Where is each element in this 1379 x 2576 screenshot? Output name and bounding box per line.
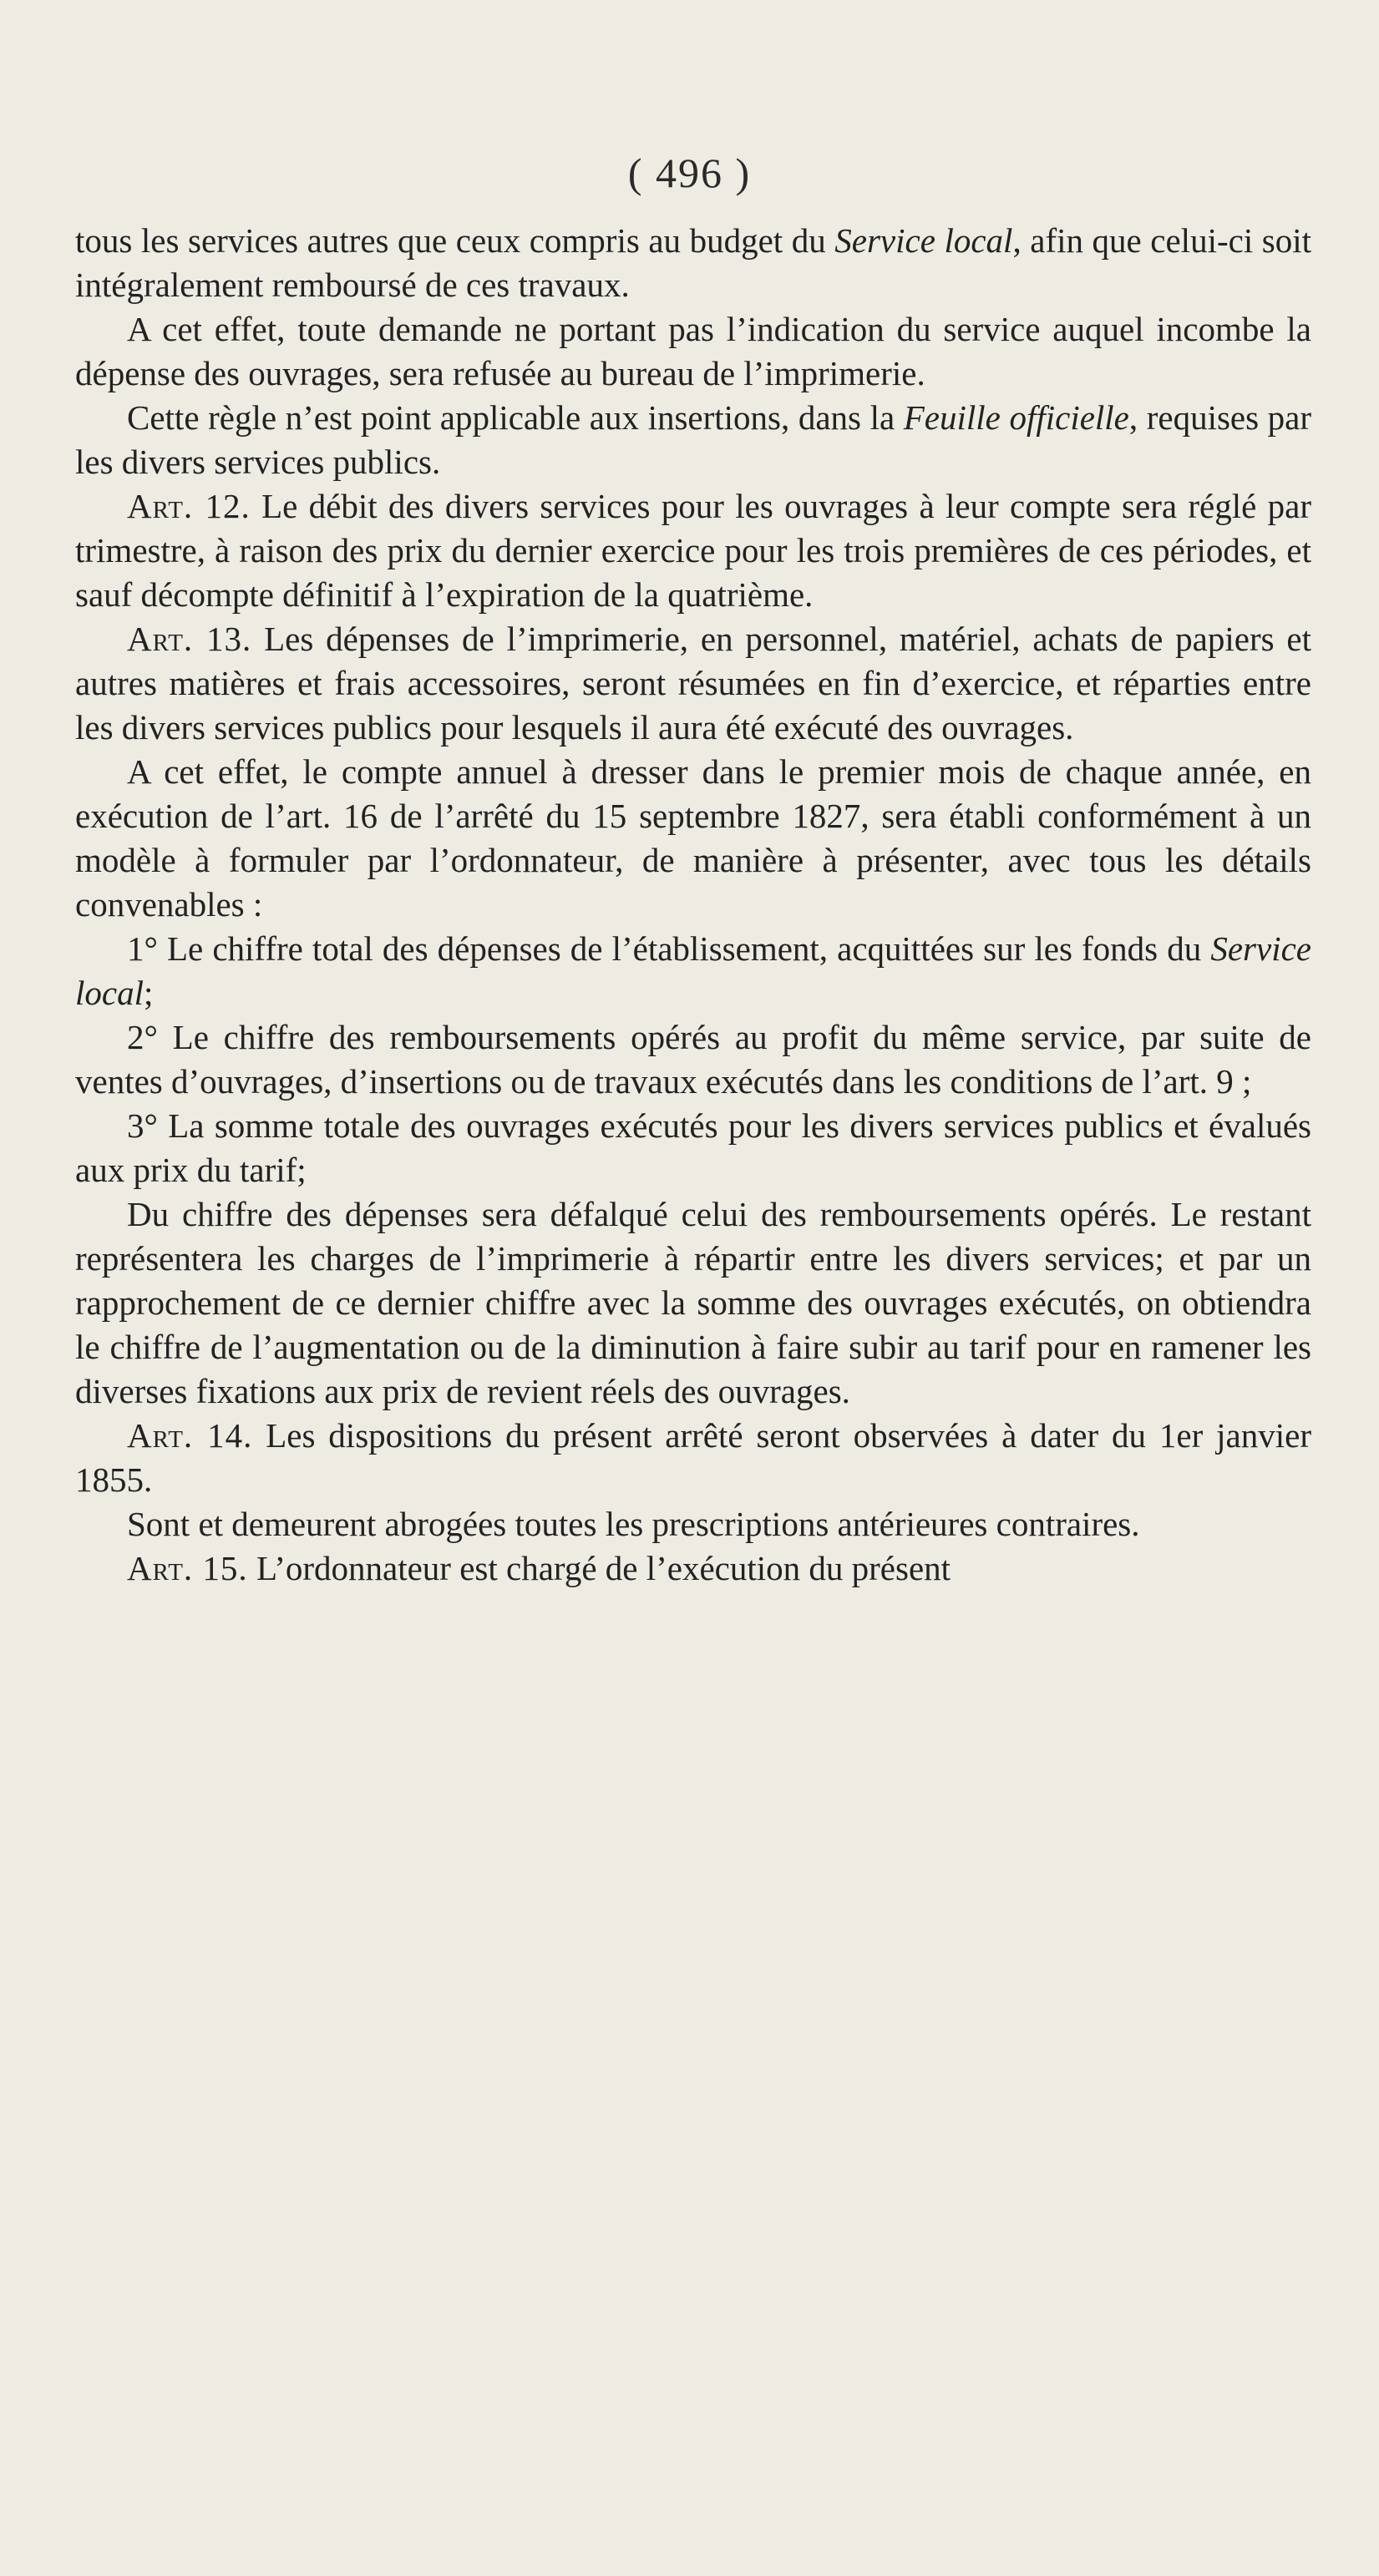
article-paragraph: Art. 14. Les dispositions du présent arrêté seront observées à dater du 1er janvier 1855. <box>75 1416 1311 1499</box>
paragraph: A cet effet, le compte annuel à dresser dans le premier mois de chaque année, en exécution de l’art. 16 de l’arrêté du 15 septembre 1827, sera établi conformément à un modèle à formuler par l’ordonnateur, de manière à présenter, avec tous les détails convenables : <box>75 752 1311 924</box>
body-text <box>75 219 1311 1591</box>
article-label: Art. 15. <box>127 1549 248 1587</box>
paragraph: A cet effet, toute demande ne portant pas l’indication du service auquel incombe la dépense des ouvrages, sera refusée au bureau de l’imprimerie. <box>75 310 1311 392</box>
paragraph: tous les services autres que ceux compris au budget du Service local, afin que celui-ci soit intégralement remboursé de ces travaux. <box>75 221 1311 304</box>
article-label: Art. 12. <box>127 487 251 525</box>
article-paragraph: Art. 15. L’ordonnateur est chargé de l’exécution du présent <box>127 1549 951 1587</box>
article-paragraph: Art. 12. Le débit des divers services pour les ouvrages à leur compte sera réglé par trimestre, à raison des prix du dernier exercice pour les trois premières de ces périodes, et sauf décompte définitif à l’expiration de la quatrième. <box>75 487 1311 614</box>
list-item: 2° Le chiffre des remboursements opérés au profit du même service, par suite de ventes d’ouvrages, d’insertions ou de travaux exécutés dans les conditions de l’art. 9 ; <box>75 1018 1311 1101</box>
article-label: Art. 13. <box>127 620 252 658</box>
article-label: Art. 14. <box>127 1416 253 1455</box>
list-item: 3° La somme totale des ouvrages exécutés pour les divers services publics et évalués aux prix du tarif; <box>75 1106 1311 1189</box>
list-item: 1° Le chiffre total des dépenses de l’établissement, acquittées sur les fonds du Service local; <box>75 929 1311 1012</box>
paragraph: Du chiffre des dépenses sera défalqué celui des remboursements opérés. Le restant représentera les charges de l’imprimerie à répartir entre les divers services; et par un rapprochement de ce dernier chiffre avec la somme des ouvrages exécutés, on obtiendra le chiffre de l’augmentation ou de la diminution à faire subir au tarif pour en ramener les diverses fixations aux prix de revient réels des ouvrages. <box>75 1195 1311 1410</box>
page-number: ( 496 ) <box>627 149 752 196</box>
paragraph: Cette règle n’est point applicable aux insertions, dans la Feuille officielle, requises par les divers services publics. <box>75 398 1311 481</box>
article-paragraph: Art. 13. Les dépenses de l’imprimerie, en personnel, matériel, achats de papiers et autres matières et frais accessoires, seront résumées en fin d’exercice, et réparties entre les divers services publics pour lesquels il aura été exécuté des ouvrages. <box>75 620 1311 746</box>
paragraph: Sont et demeurent abrogées toutes les prescriptions antérieures contraires. <box>127 1505 1140 1543</box>
